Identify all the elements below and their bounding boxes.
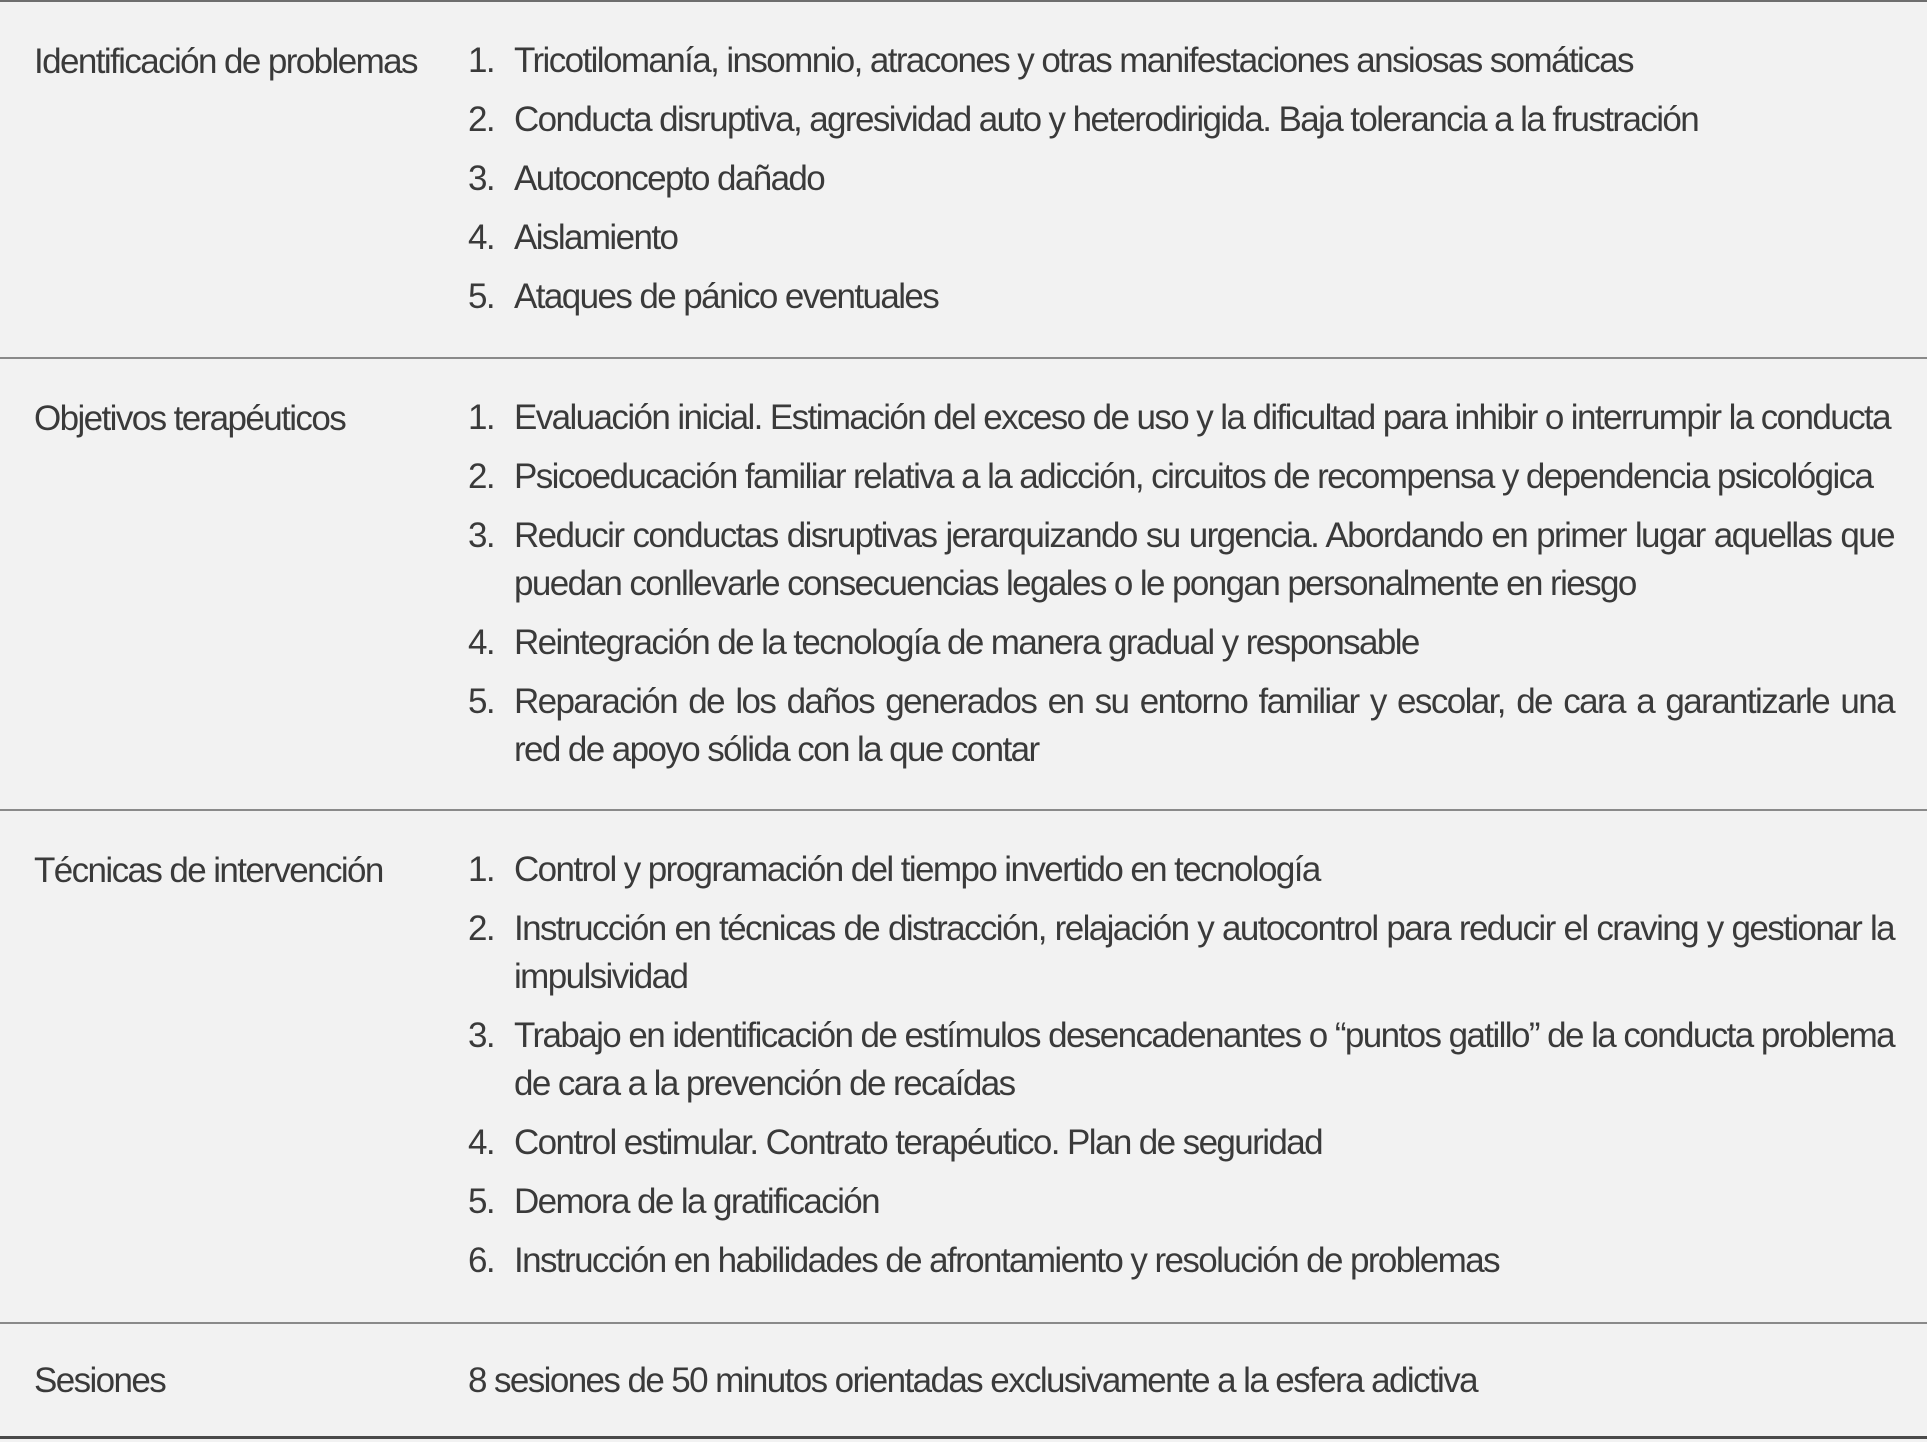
- item-list: [468, 846, 1894, 1296]
- item-number: 1.: [468, 398, 494, 437]
- section-label: Objetivos terapéuticos: [34, 399, 346, 438]
- item-text: Reducir conductas disruptivas jerarquizando su urgencia. Abordando en primer lugar aquellas que puedan conllevarle consecuencias legales o le pongan personalmente en riesgo: [514, 516, 1894, 603]
- item-number: 5.: [468, 277, 494, 316]
- item-text: Ataques de pánico eventuales: [514, 277, 939, 316]
- list-item: [468, 155, 1894, 203]
- item-number: 1.: [468, 850, 494, 889]
- item-text: Conducta disruptiva, agresividad auto y heterodirigida. Baja tolerancia a la frustración: [514, 100, 1699, 139]
- list-item: [468, 846, 1894, 894]
- section-tecnicas: [0, 811, 1927, 1324]
- item-text: Tricotilomanía, insomnio, atracones y otras manifestaciones ansiosas somáticas: [514, 41, 1633, 80]
- item-number: 4.: [468, 623, 494, 662]
- item-number: 3.: [468, 159, 494, 198]
- item-number: 4.: [468, 1123, 494, 1162]
- item-number: 6.: [468, 1241, 494, 1280]
- list-item: [468, 1178, 1894, 1226]
- list-item: [468, 619, 1894, 667]
- section-label: Técnicas de intervención: [34, 851, 383, 890]
- item-list: [468, 394, 1894, 785]
- item-number: 5.: [468, 682, 494, 721]
- item-number: 3.: [468, 1016, 494, 1055]
- list-item: [468, 1119, 1894, 1167]
- list-item: [468, 394, 1894, 442]
- item-text: Demora de la gratificación: [514, 1182, 879, 1221]
- item-text: Autoconcepto dañado: [514, 159, 825, 198]
- section-sesiones: [0, 1324, 1927, 1436]
- section-label: Identificación de problemas: [34, 42, 417, 81]
- list-item: [468, 37, 1894, 85]
- section-identificacion: [0, 2, 1927, 359]
- item-number: 3.: [468, 516, 494, 555]
- item-text: Control estimular. Contrato terapéutico. Plan de seguridad: [514, 1123, 1322, 1162]
- item-text: Aislamiento: [514, 218, 678, 257]
- item-text: Trabajo en identificación de estímulos desencadenantes o “puntos gatillo” de la conducta problema de cara a la prevención de recaídas: [514, 1016, 1894, 1103]
- section-objetivos: [0, 359, 1927, 811]
- list-item: [468, 512, 1894, 608]
- item-text: Instrucción en técnicas de distracción, relajación y autocontrol para reducir el craving y gestionar la impulsividad: [514, 909, 1894, 996]
- list-item: [468, 678, 1894, 774]
- sessions-text: 8 sesiones de 50 minutos orientadas exclusivamente a la esfera adictiva: [468, 1361, 1477, 1400]
- list-item: [468, 453, 1894, 501]
- item-number: 2.: [468, 457, 494, 496]
- list-item: [468, 96, 1894, 144]
- section-label: Sesiones: [34, 1361, 166, 1400]
- item-number: 2.: [468, 909, 494, 948]
- item-list: [468, 37, 1894, 332]
- list-item: [468, 1237, 1894, 1285]
- list-item: [468, 214, 1894, 262]
- item-text: Reparación de los daños generados en su entorno familiar y escolar, de cara a garantizarle una red de apoyo sólida con la que contar: [514, 682, 1894, 769]
- item-number: 2.: [468, 100, 494, 139]
- item-number: 5.: [468, 1182, 494, 1221]
- item-text: Reintegración de la tecnología de manera gradual y responsable: [514, 623, 1419, 662]
- item-text: Control y programación del tiempo invertido en tecnología: [514, 850, 1320, 889]
- list-item: [468, 905, 1894, 1001]
- list-item: [468, 273, 1894, 321]
- list-item: [468, 1012, 1894, 1108]
- item-text: Evaluación inicial. Estimación del exceso de uso y la dificultad para inhibir o interrumpir la conducta: [514, 398, 1891, 437]
- bottom-rule: [0, 1436, 1927, 1439]
- item-text: Instrucción en habilidades de afrontamiento y resolución de problemas: [514, 1241, 1499, 1280]
- item-number: 4.: [468, 218, 494, 257]
- item-number: 1.: [468, 41, 494, 80]
- item-text: Psicoeducación familiar relativa a la adicción, circuitos de recompensa y dependencia psicológica: [514, 457, 1873, 496]
